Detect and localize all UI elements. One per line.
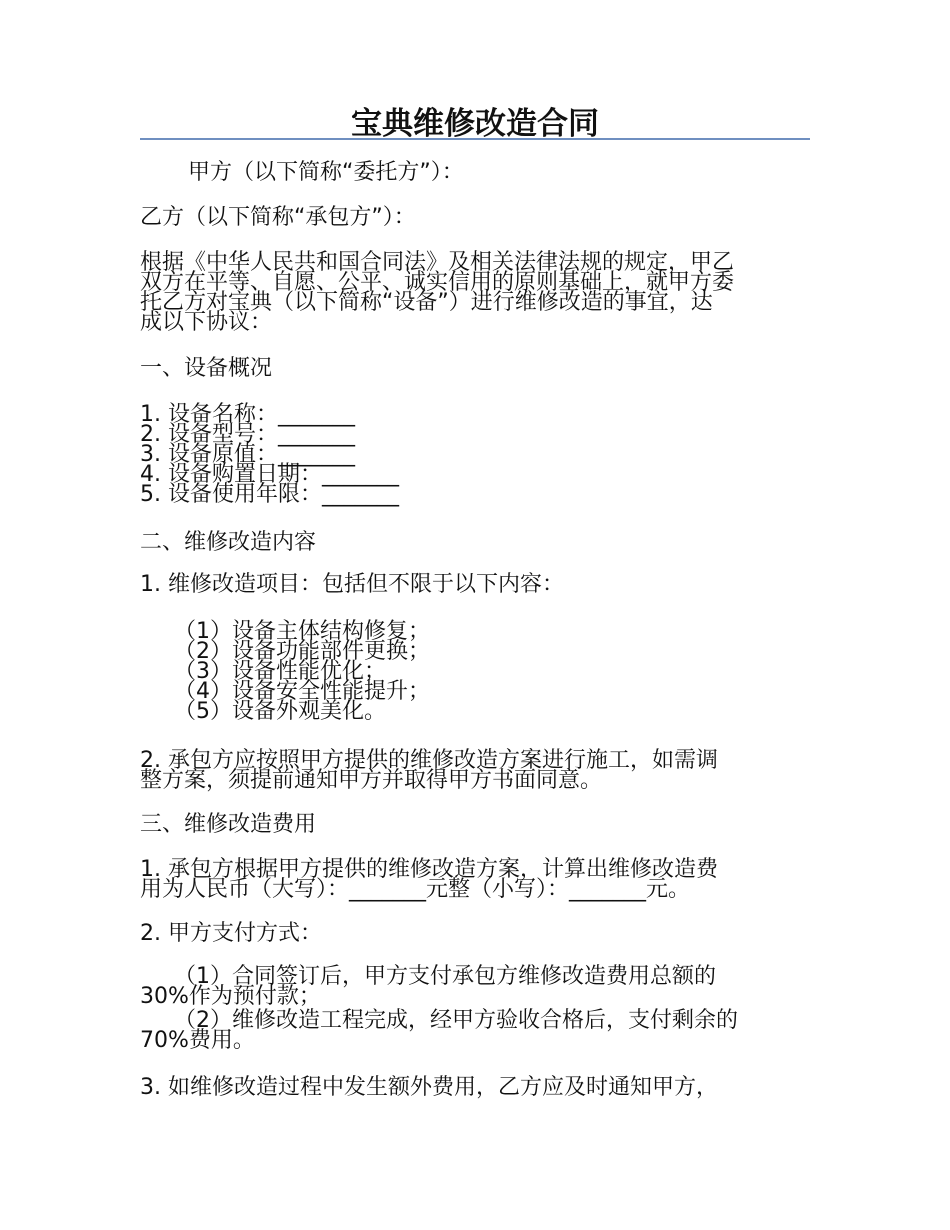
section-3-item-3: 3. 如维修改造过程中发生额外费用，乙方应及时通知甲方，: [140, 1075, 718, 1100]
payment-term-1: [140, 964, 810, 1009]
list-item: 1. 设备名称：_______: [140, 402, 355, 427]
payment-term-2: [140, 1008, 810, 1053]
list-item: 3. 设备原值：_______: [140, 442, 355, 467]
preamble-line: 双方在平等、自愿、公平、诚实信用的原则基础上，就甲方委: [140, 270, 735, 295]
preamble-line: 根据《中华人民共和国合同法》及相关法律法规的规定，甲乙: [140, 250, 735, 275]
list-item: 4. 设备购置日期：_______: [140, 462, 399, 487]
paragraph-line: 2. 承包方应按照甲方提供的维修改造方案进行施工，如需调: [140, 748, 718, 773]
section-3-item-1: [140, 857, 810, 902]
title-underline: [140, 138, 810, 140]
list-item: （3）设备性能优化；: [174, 659, 386, 684]
list-item: （1）设备主体结构修复；: [174, 619, 430, 644]
party-a-line: 甲方（以下简称“委托方”）：: [188, 160, 464, 185]
section-2-item-2: [140, 748, 810, 793]
party-b-line: 乙方（以下简称“承包方”）：: [140, 205, 416, 230]
document-title: 宝典维修改造合同: [351, 106, 599, 142]
section-2-item-1: 1. 维修改造项目：包括但不限于以下内容：: [140, 572, 564, 597]
list-item: 2. 设备型号：_______: [140, 422, 355, 447]
paragraph-line: 1. 承包方根据甲方提供的维修改造方案，计算出维修改造费: [140, 857, 718, 882]
renovation-subitems: [140, 619, 844, 724]
paragraph-line: （1）合同签订后，甲方支付承包方维修改造费用总额的: [174, 964, 716, 989]
section-2-heading: 二、维修改造内容: [140, 530, 317, 555]
section-1-heading: 一、设备概况: [140, 356, 273, 381]
paragraph-line: 用为人民币（大写）：_______元整（小写）：_______元。: [140, 877, 691, 902]
paragraph-line: 70%费用。: [140, 1028, 255, 1053]
list-item: （4）设备安全性能提升；: [174, 679, 430, 704]
list-item: （5）设备外观美化。: [174, 699, 386, 724]
section-3-heading: 三、维修改造费用: [140, 812, 317, 837]
preamble-line: 托乙方对宝典（以下简称“设备”）进行维修改造的事宜，达: [140, 290, 713, 315]
list-item: 5. 设备使用年限：_______: [140, 482, 399, 507]
paragraph-line: （2）维修改造工程完成，经甲方验收合格后，支付剩余的: [174, 1008, 738, 1033]
preamble-line: 成以下协议：: [140, 310, 273, 335]
paragraph-line: 30%作为预付款；: [140, 984, 321, 1009]
preamble-paragraph: [140, 250, 810, 335]
paragraph-line: 整方案，须提前通知甲方并取得甲方书面同意。: [140, 768, 603, 793]
equipment-list: [140, 402, 810, 507]
section-3-item-2: 2. 甲方支付方式：: [140, 921, 322, 946]
list-item: （2）设备功能部件更换；: [174, 639, 430, 664]
